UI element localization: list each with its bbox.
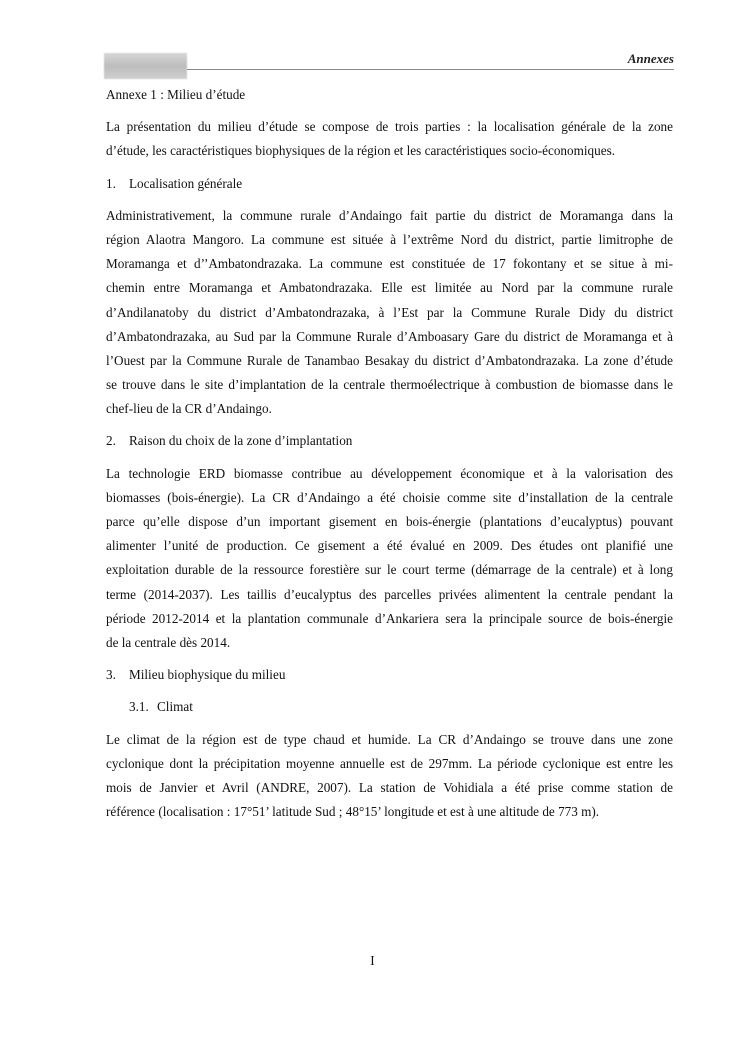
intro-paragraph: [106, 115, 673, 163]
paragraph-line: alimenter l’unité de production. Ce gisement a été évalué en 2009. Des études ont planifié une: [106, 538, 673, 554]
paragraph-line: terme (2014-2037). Les taillis d’eucalyptus des parcelles privées alimentent la centrale pendant la: [106, 586, 673, 602]
paragraph-line: référence (localisation : 17°51’ latitude Sud ; 48°15’ longitude et est à une altitude de 773 m).: [106, 804, 600, 820]
section-number: 2.: [106, 433, 116, 449]
raison-paragraph: [106, 462, 673, 656]
page-number: I: [370, 953, 375, 968]
section-heading-raison: [106, 429, 673, 453]
paragraph-line: chemin entre Moramanga et Ambatondrazaka. Elle est limitée au Nord par la commune rurale: [106, 280, 673, 296]
paragraph-line: Moramanga et d’’Ambatondrazaka. La commune est constituée de 17 fokontany et se situe à mi-: [106, 256, 673, 272]
paragraph-line: exploitation durable de la ressource forestière sur le court terme (démarrage de la centrale) et à long: [106, 562, 673, 578]
paragraph-line: d’Andilanatoby du district d’Ambatondrazaka, à l’Est par la Commune Rurale Didy du district: [106, 304, 673, 320]
annex-title: Annexe 1 : Milieu d’étude: [106, 87, 246, 102]
paragraph-line: mois de Janvier et Avril (ANDRE, 2007). La station de Vohidiala a été prise comme station de: [106, 779, 673, 795]
subsection-number: 3.1.: [129, 699, 149, 715]
paragraph-line: La présentation du milieu d’étude se compose de trois parties : la localisation générale de la zone: [106, 119, 673, 135]
paragraph-line: région Alaotra Mangoro. La commune est située à l’extrême Nord du district, partie limitrophe de: [106, 231, 673, 247]
section-title: Milieu biophysique du milieu: [129, 667, 286, 683]
page-content: [106, 83, 673, 824]
subsection-heading-climat: [106, 695, 673, 719]
paragraph-line: cyclonique dont la précipitation moyenne annuelle est de 297mm. La période cyclonique est entre les: [106, 755, 673, 771]
paragraph-line: La technologie ERD biomasse contribue au développement économique et à la valorisation des: [106, 465, 673, 481]
section-title: Raison du choix de la zone d’implantation: [129, 433, 353, 449]
paragraph-line: l’Ouest par la Commune Rurale de Tanambao Besakay du district d’Ambatondrazaka. La zone d’étude: [106, 352, 673, 368]
header-rule: [187, 69, 674, 70]
section-heading-localisation: [106, 172, 673, 196]
paragraph-line: d’Ambatondrazaka, au Sud par la Commune Rurale d’Amboasary Gare du district de Moramanga et à: [106, 328, 673, 344]
running-header-title: Annexes: [627, 51, 674, 66]
section-title: Localisation générale: [129, 175, 243, 191]
paragraph-line: Administrativement, la commune rurale d’Andaingo fait partie du district de Moramanga dans la: [106, 207, 673, 223]
header-logo: [104, 53, 187, 79]
paragraph-line: parce qu’elle dispose d’un important gisement en bois-énergie (plantations d’eucalyptus) pouvant: [106, 514, 673, 529]
paragraph-line: Le climat de la région est de type chaud et humide. La CR d’Andaingo se trouve dans une zone: [106, 731, 673, 747]
paragraph-line: période 2012-2014 et la plantation communale d’Ankariera sera la principale source de bois-énergie: [106, 610, 673, 626]
paragraph-line: d’étude, les caractéristiques biophysiques de la région et les caractéristiques socio-économiques.: [106, 143, 616, 159]
section-number: 1.: [106, 175, 116, 191]
subsection-title: Climat: [157, 699, 193, 715]
section-number: 3.: [106, 667, 116, 683]
paragraph-line: chef-lieu de la CR d’Andaingo.: [106, 401, 272, 417]
localisation-paragraph: [106, 204, 673, 422]
climat-paragraph: [106, 728, 673, 825]
paragraph-line: de la centrale dès 2014.: [106, 634, 231, 650]
paragraph-line: biomasses (bois-énergie). La CR d’Andaingo a été choisie comme site d’installation de la centrale: [106, 489, 673, 505]
section-heading-biophysique: [106, 663, 673, 687]
paragraph-line: se trouve dans le site d’implantation de la centrale thermoélectrique à combustion de biomasse dans le: [106, 377, 673, 393]
